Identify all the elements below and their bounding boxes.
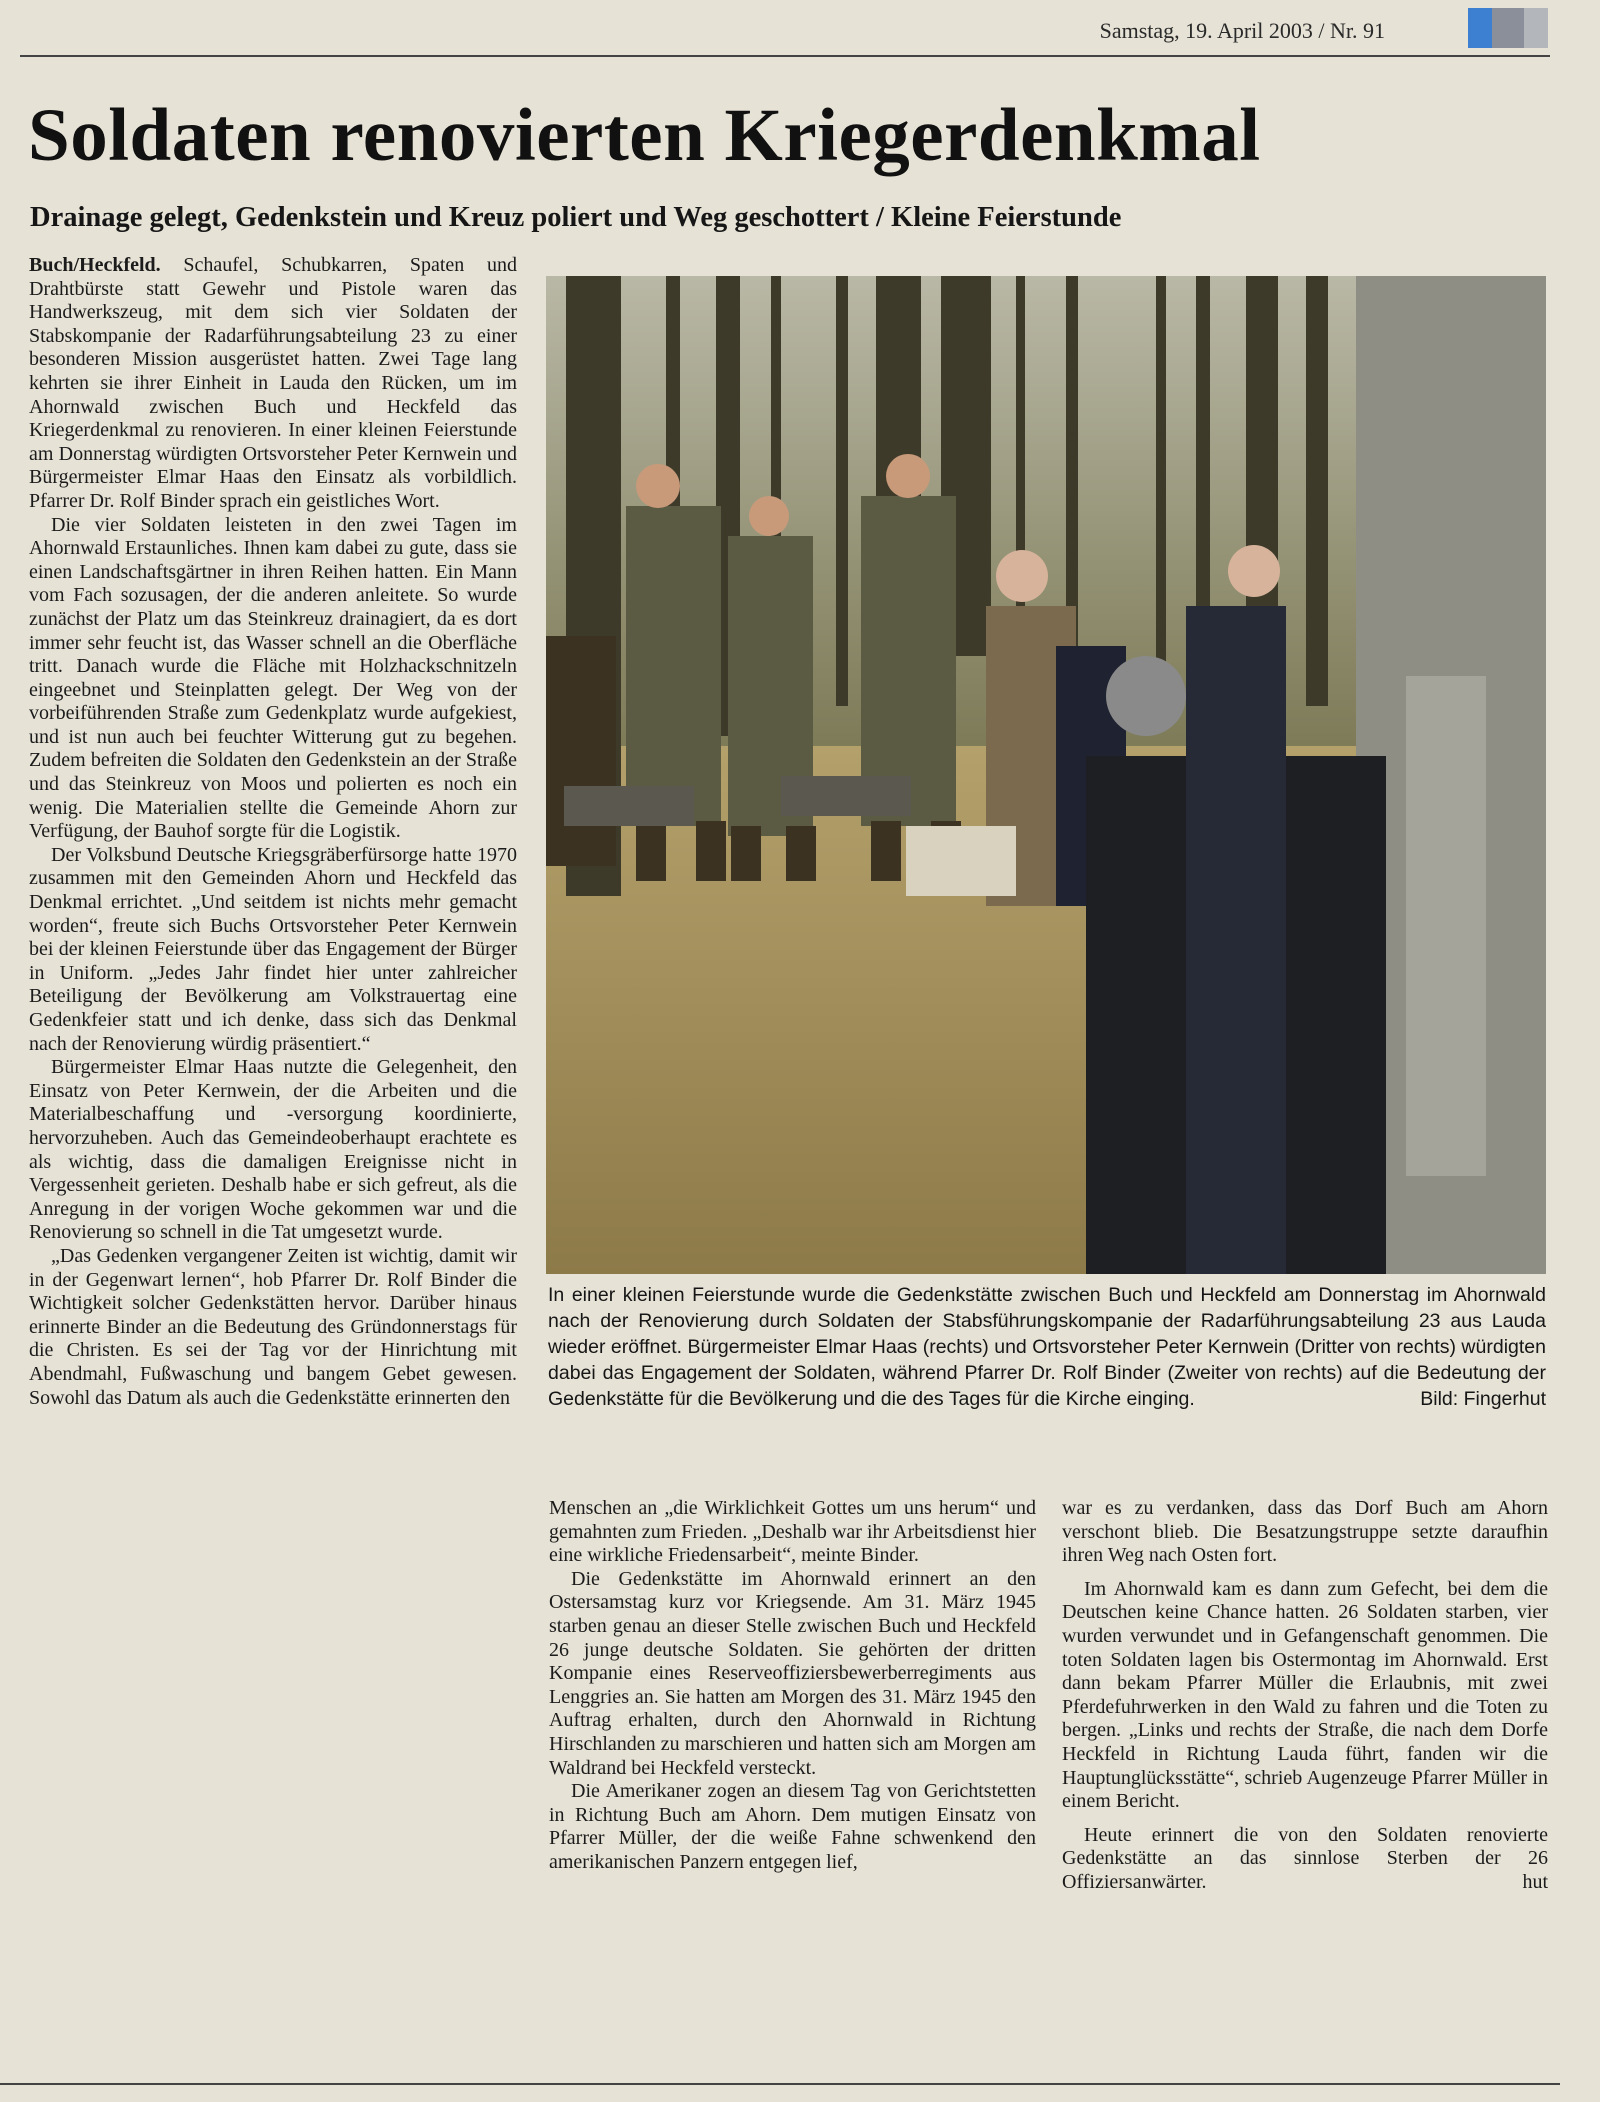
place-dateline: Buch/Heckfeld.: [29, 254, 161, 276]
photo-credit: Bild: Fingerhut: [1420, 1388, 1546, 1410]
page-color-tab: [1468, 8, 1548, 48]
author-signature: hut: [1522, 1870, 1548, 1893]
right-column: [1062, 1497, 1548, 1895]
caption-text: In einer kleinen Feierstunde wurde die Gedenkstätte zwischen Buch und Heckfeld am Donnerstag im Ahornwald nach der Renovierung durch Soldaten der Stabsführungskompanie der Radarführungsabteilung 23 aus Lauda wieder eröffnet. Bürgermeister Elmar Haas (rechts) und Ortsvorsteher Peter Kernwein (Dritter von rechts) würdigten dabei das Engagement der Soldaten, während Pfarrer Dr. Rolf Binder (Zweiter von rechts) auf die Bedeutung der Gedenkstätte für die Bevölkerung und die des Tages für die Kirche einging.: [548, 1284, 1546, 1410]
headline: Soldaten renovierten Kriegerdenkmal: [28, 94, 1261, 177]
paragraph: „Das Gedenken vergangener Zeiten ist wichtig, damit wir in der Gegenwart lernen“, hob Pfarrer Dr. Rolf Binder die Wichtigkeit solcher Gedenkstätten hervor. Darüber hinaus erinnerte Binder an die Bedeutung des Gründonnerstags für die Christen. Es sei der Tag vor der Hinrichtung mit Abendmahl, Fußwaschung und bangem Gebet gewesen. Sowohl das Datum als auch die Gedenkstätte erinnerten den: [29, 1244, 517, 1409]
middle-column: [549, 1497, 1036, 1875]
closing-text: Heute erinnert die von den Soldaten renovierte Gedenkstätte an das sinnlose Sterben der 26 Offiziersanwärter.: [1062, 1823, 1548, 1893]
photo-caption: [548, 1282, 1546, 1412]
paragraph: Die Gedenkstätte im Ahornwald erinnert an den Ostersamstag kurz vor Kriegsende. Am 31. März 1945 starben genau an dieser Stelle zwischen Buch und Heckfeld 26 junge deutsche Soldaten. Sie gehörten der dritten Kompanie eines Reserveoffiziersbewerberregiments aus Lenggries an. Sie hatten am Morgen des 31. März 1945 den Auftrag erhalten, durch den Ahornwald in Richtung Hirschlanden zu marschieren und hatten sich am Morgen am Waldrand bei Heckfeld versteckt.: [549, 1567, 1036, 1779]
lead-text: Schaufel, Schubkarren, Spaten und Drahtbürste statt Gewehr und Pistole waren das Handwerkszeug, mit dem sich vier Soldaten der Stabskompanie der Radarführungsabteilung 23 zu einer besonderen Mission ausgerüstet hatten. Zwei Tage lang kehrten sie ihrer Einheit in Lauda den Rücken, um im Ahornwald zwischen Buch und Heckfeld das Kriegerdenkmal zu renovieren. In einer kleinen Feierstunde am Donnerstag würdigten Ortsvorsteher Peter Kernwein und Bürgermeister Elmar Haas den Einsatz als vorbildlich. Pfarrer Dr. Rolf Binder sprach ein geistliches Wort.: [29, 254, 518, 512]
paragraph: Die vier Soldaten leisteten in den zwei Tagen im Ahornwald Erstaunliches. Ihnen kam dabei zu gute, dass sie einen Landschaftsgärtner in ihren Reihen hatten. Ein Mann vom Fach sozusagen, der die anderen anleitete. So wurde zunächst der Platz um das Steinkreuz drainagiert, da es dort immer sehr feucht ist, das Wasser schnell an die Oberfläche tritt. Danach wurde die Fläche mit Holzhackschnitzeln eingeebnet und Steinplatten gelegt. Der Weg von der vorbeiführenden Straße zum Gedenkplatz wurde aufgekiest, und ist nun auch bei feuchter Witterung gut zu begehen. Zudem befreiten die Soldaten den Gedenkstein an der Straße und das Steinkreuz von Moos und polierten es noch ein wenig. Die Materialien stellte die Gemeinde Ahorn zur Verfügung, der Bauhof sorgte für die Logistik.: [29, 513, 517, 843]
paragraph: Im Ahornwald kam es dann zum Gefecht, bei dem die Deutschen keine Chance hatten. 26 Soldaten starben, vier wurden verwundet und in Gefangenschaft genommen. Die toten Soldaten lagen bis Ostermontag im Ahornwald. Erst dann bekam Pfarrer Müller die Erlaubnis, mit zwei Pferdefuhrwerken in den Wald zu fahren und die Toten zu bergen. „Links und rechts der Straße, die nach dem Dorfe Heckfeld in Richtung Lauda führt, fanden wir die Hauptunglücksstätte“, schrieb Augenzeuge Pfarrer Müller in einem Bericht.: [1062, 1577, 1548, 1813]
paragraph: Bürgermeister Elmar Haas nutzte die Gelegenheit, den Einsatz von Peter Kernwein, der die Arbeiten und die Materialbeschaffung und -versorgung koordinierte, hervorzuheben. Auch das Gemeindeoberhaupt erachtete es als wichtig, dass die damaligen Ereignisse nicht in Vergessenheit gerieten. Deshalb habe er sich gefreut, als die Anregung in der vorigen Woche gekommen war und die Renovierung so schnell in die Tat umgesetzt wurde.: [29, 1056, 517, 1244]
left-column: [29, 254, 517, 1410]
article-photo: [546, 276, 1546, 1274]
paragraph: Menschen an „die Wirklichkeit Gottes um uns herum“ und gemahnten zum Frieden. „Deshalb war ihr Arbeitsdienst hier eine wirkliche Friedensarbeit“, meinte Binder.: [549, 1497, 1036, 1567]
paragraph: Die Amerikaner zogen an diesem Tag von Gerichtstetten in Richtung Buch am Ahorn. Dem mutigen Einsatz von Pfarrer Müller, der die weiße Fahne schwenkend den amerikanischen Panzern entgegen lief,: [549, 1780, 1036, 1873]
lead-paragraph: [29, 254, 517, 514]
closing-paragraph: [1062, 1824, 1548, 1895]
header-rule: [20, 55, 1550, 57]
paragraph: war es zu verdanken, dass das Dorf Buch am Ahorn verschont blieb. Die Besatzungstruppe setzte daraufhin ihren Weg nach Osten fort.: [1062, 1497, 1548, 1567]
paragraph: Der Volksbund Deutsche Kriegsgräberfürsorge hatte 1970 zusammen mit den Gemeinden Ahorn und Heckfeld das Denkmal errichtet. „Und seitdem ist nichts mehr gemacht worden“, freute sich Buchs Ortsvorsteher Peter Kernwein bei der kleinen Feierstunde über das Engagement der Bürger in Uniform. „Jedes Jahr findet hier unter zahlreicher Beteiligung der Bevölkerung am Volkstrauertag eine Gedenkfeier statt und ich denke, dass sich das Denkmal nach der Renovierung würdig präsentiert.“: [29, 843, 517, 1055]
subhead: Drainage gelegt, Gedenkstein und Kreuz poliert und Weg geschottert / Kleine Feierstunde: [30, 202, 1122, 233]
dateline: Samstag, 19. April 2003 / Nr. 91: [1099, 18, 1385, 43]
footer-rule: [0, 2083, 1560, 2085]
